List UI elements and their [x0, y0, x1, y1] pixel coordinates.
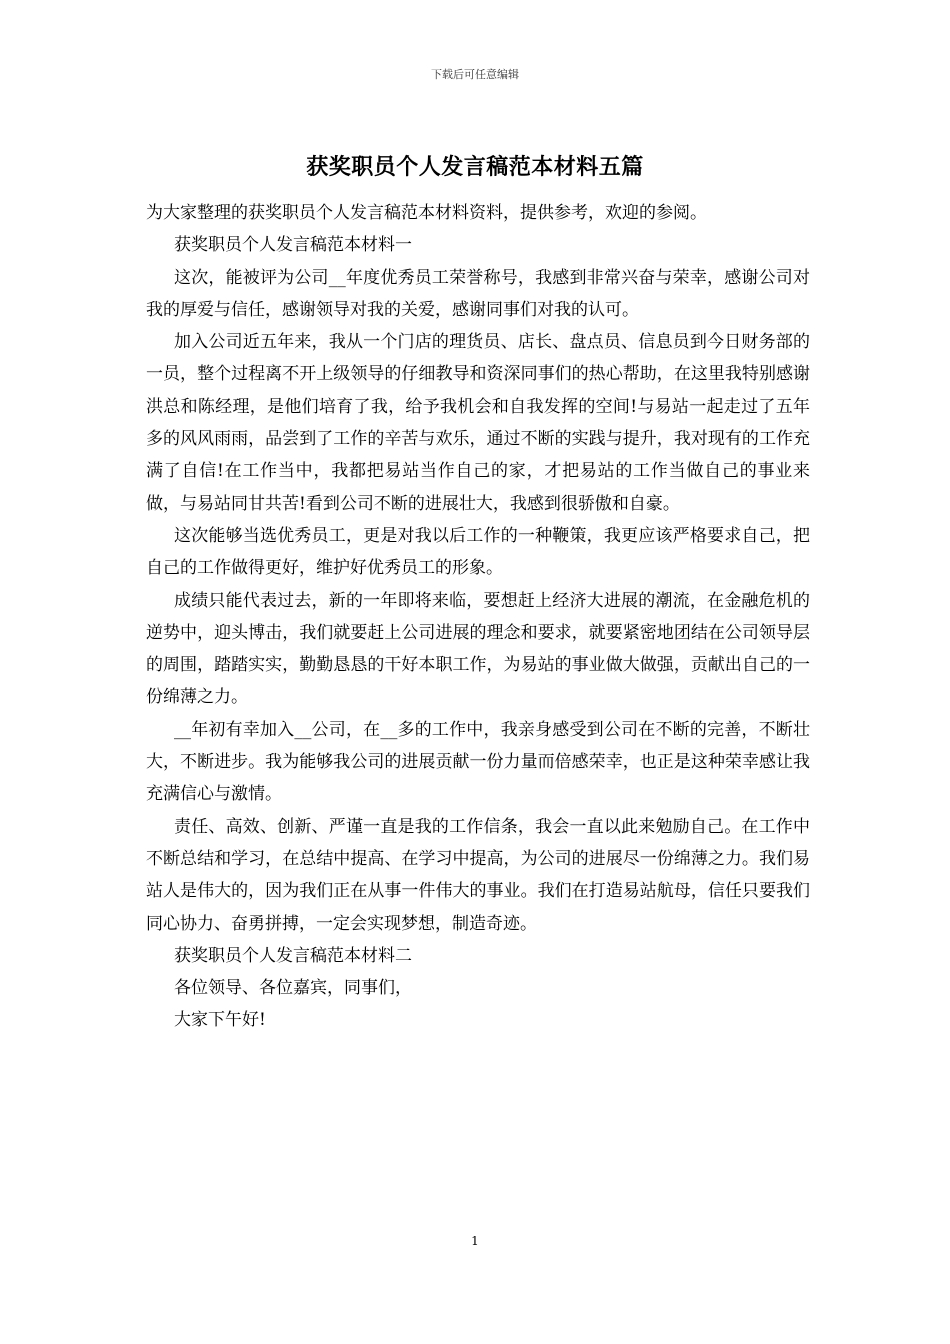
- section-heading: 获奖职员个人发言稿范本材料二: [174, 945, 412, 966]
- paragraph: 为大家整理的获奖职员个人发言稿范本材料资料，提供参考，欢迎的参阅。: [146, 203, 707, 223]
- section-heading: 获奖职员个人发言稿范本材料一: [174, 235, 412, 256]
- page-header: 下载后可任意编辑: [431, 68, 519, 81]
- paragraph: 这次能够当选优秀员工，更是对我以后工作的一种鞭策，我更应该严格要求自己，把自己的工作做得更好，维护好优秀员工的形象。: [146, 525, 810, 579]
- document-body: [146, 197, 810, 1037]
- paragraph: 这次，能被评为公司__年度优秀员工荣誉称号，我感到非常兴奋与荣幸，感谢公司对我的厚爱与信任，感谢领导对我的关爱，感谢同事们对我的认可。: [146, 267, 810, 320]
- document-title: 获奖职员个人发言稿范本材料五篇: [306, 154, 644, 180]
- paragraph: 加入公司近五年来，我从一个门店的理货员、店长、盘点员、信息员到今日财务部的一员，整个过程离不开上级领导的仔细教导和资深同事们的热心帮助，在这里我特别感谢洪总和陈经理，是他们培育了我，给予我机会和自我发挥的空间!与易站一起走过了五年多的风风雨雨，品尝到了工作的辛苦与欢乐，通过不断的实践与提升，我对现有的工作充满了自信!在工作当中，我都把易站当作自己的家，才把易站的工作当做自己的事业来做，与易站同甘共苦!看到公司不断的进展壮大，我感到很骄傲和自豪。: [146, 332, 810, 514]
- paragraph: 各位领导、各位嘉宾，同事们，: [174, 978, 412, 999]
- paragraph: 责任、高效、创新、严谨一直是我的工作信条，我会一直以此来勉励自己。在工作中不断总结和学习，在总结中提高、在学习中提高，为公司的进展尽一份绵薄之力。我们易站人是伟大的，因为我们正在从事一件伟大的事业。我们在打造易站航母，信任只要我们同心协力、奋勇拼搏，一定会实现梦想，制造奇迹。: [146, 816, 810, 934]
- page-number: 1: [471, 1234, 479, 1248]
- paragraph: 成绩只能代表过去，新的一年即将来临，要想赶上经济大进展的潮流，在金融危机的逆势中，迎头博击，我们就要赶上公司进展的理念和要求，就要紧密地团结在公司领导层的周围，踏踏实实，勤勤恳恳的干好本职工作，为易站的事业做大做强，贡献出自己的一份绵薄之力。: [146, 590, 810, 708]
- paragraph: __年初有幸加入__公司，在__多的工作中，我亲身感受到公司在不断的完善，不断壮大，不断进步。我为能够我公司的进展贡献一份力量而倍感荣幸，也正是这种荣幸感让我充满信心与激情。: [146, 719, 810, 805]
- paragraph: 大家下午好!: [174, 1010, 266, 1031]
